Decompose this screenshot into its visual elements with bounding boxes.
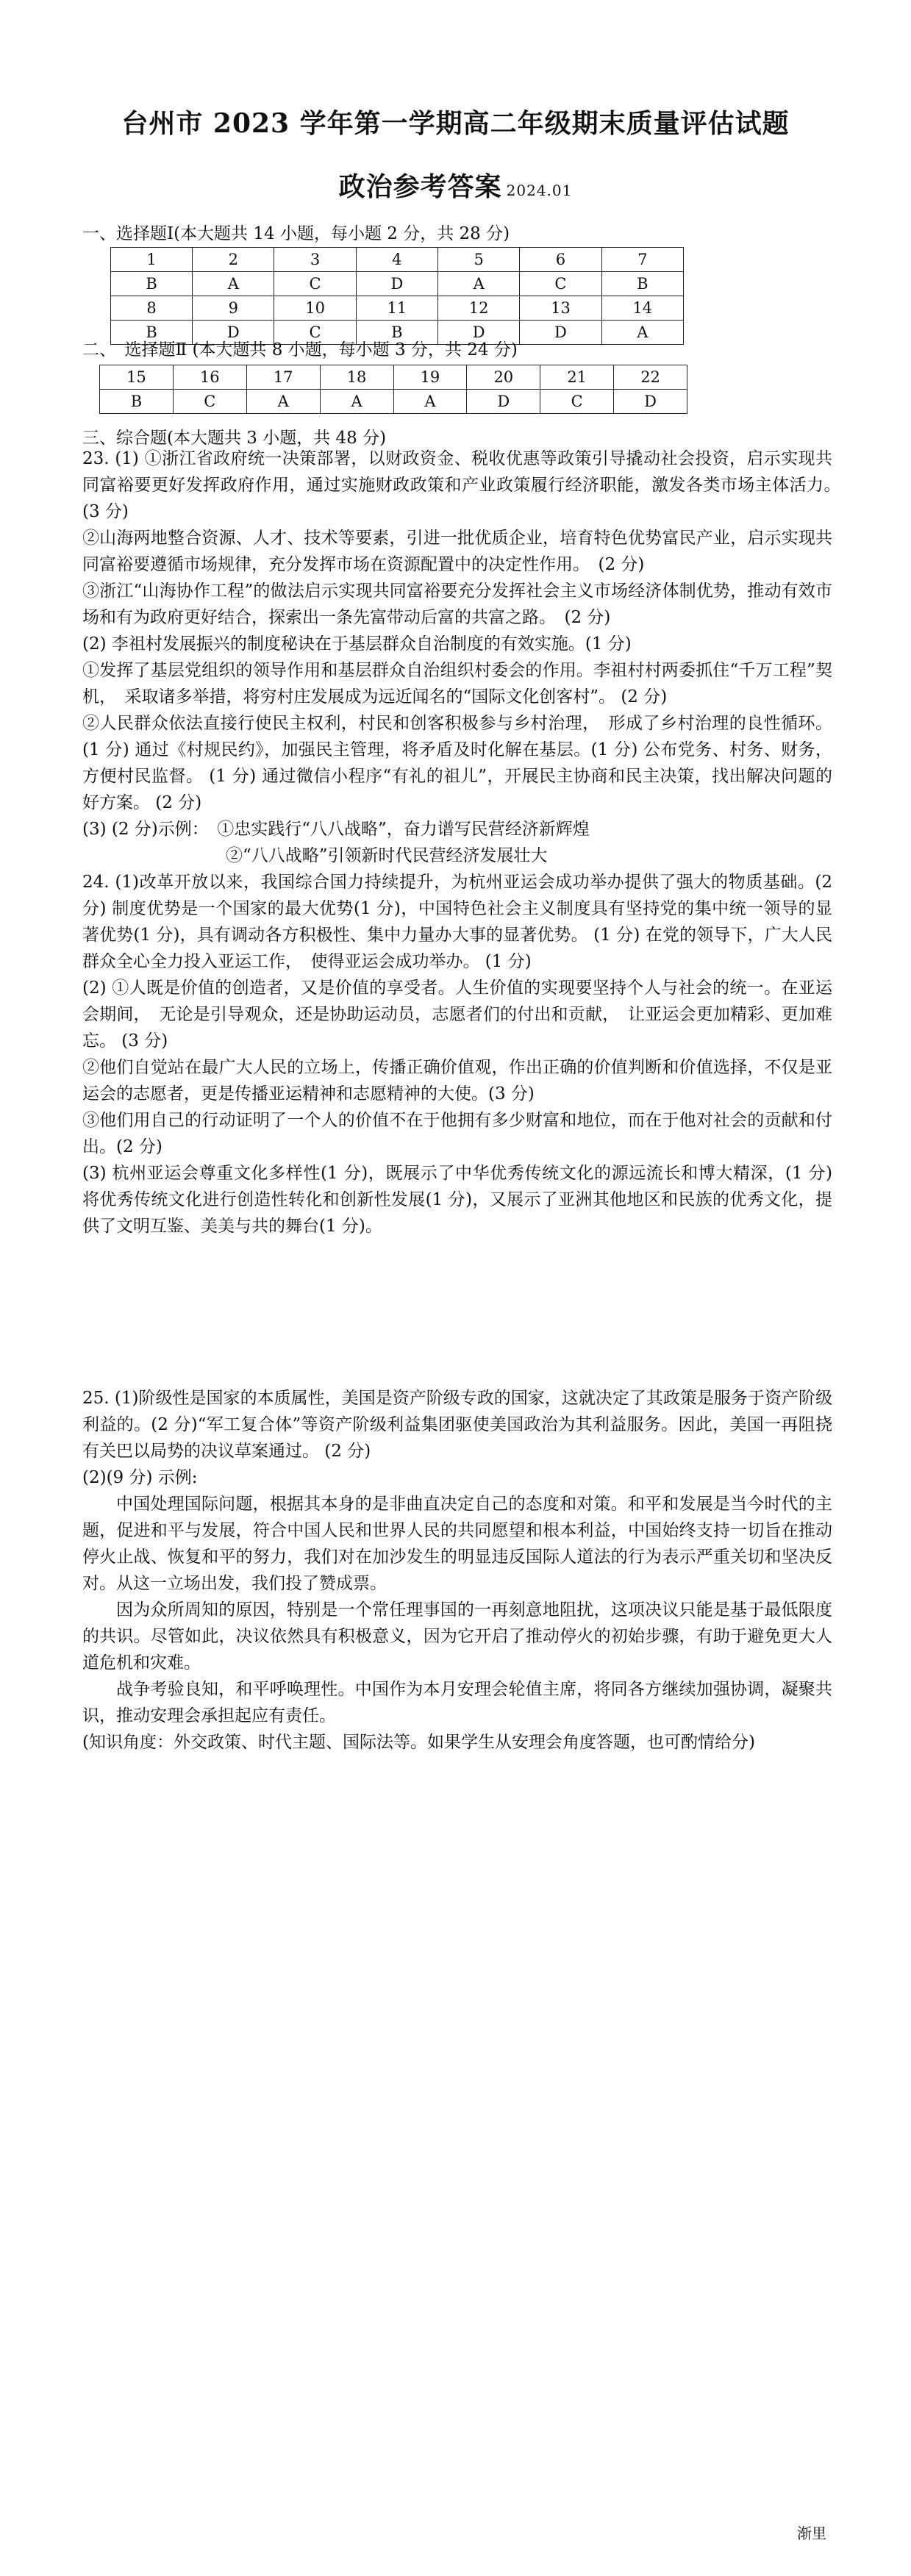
table-cell: 1 <box>111 248 193 272</box>
table-row <box>111 296 684 321</box>
q25-grading-note: (知识角度：外交政策、时代主题、国际法等。如果学生从安理会角度答题，也可酌情给分) <box>82 1733 755 1752</box>
table-cell: 10 <box>274 296 356 321</box>
table-cell: 12 <box>438 296 520 321</box>
footer-mark: 渐里 <box>797 2525 826 2542</box>
section2-answer-table <box>99 365 687 414</box>
table-cell: 5 <box>438 248 520 272</box>
table-cell: D <box>520 321 601 345</box>
q24-part3: (3) 杭州亚运会尊重文化多样性(1 分)，既展示了中华优秀传统文化的源远流长和博大精深，(1 分) 将优秀传统文化进行创造性转化和创新性发展(1 分)，又展示了亚洲其他地区和民族的优秀文化，提供了文明互鉴、美美与共的舞台(1 分)。 <box>82 1164 832 1236</box>
document-title: 台州市 2023 学年第一学期高二年级期末质量评估试题 <box>121 108 790 139</box>
q25-part2-paragraph1: 中国处理国际问题，根据其本身的是非曲直决定自己的态度和对策。和平和发展是当今时代的主题，促进和平与发展，符合中国人民和世界人民的共同愿望和根本利益，中国始终支持一切旨在推动停火止战、恢复和平的努力，我们对在加沙发生的明显违反国际人道法的行为表示严重关切和坚决反对。从这一立场出发，我们投了赞成票。 <box>82 1495 832 1593</box>
q25-part2-paragraph2: 因为众所周知的原因，特别是一个常任理事国的一再刻意地阻扰，这项决议只能是基于最低限度的共识。尽管如此，决议依然具有积极意义，因为它开启了推动停火的初始步骤，有助于避免更大人道危机和灾难。 <box>82 1600 832 1672</box>
table-cell: B <box>111 272 193 296</box>
table-cell: 6 <box>520 248 601 272</box>
table-cell: 16 <box>173 365 246 390</box>
q24-part1: 24. (1)改革开放以来，我国综合国力持续提升，为杭州亚运会成功举办提供了强大的物质基础。(2 分) 制度优势是一个国家的最大优势(1 分)，中国特色社会主义制度具有坚持党的集中统一领导的显著优势(1 分)，具有调动各方积极性、集中力量办大事的显著优势。 (1 分) 在党的领导下，广大人民群众全心全力投入亚运工作， 使得亚运会成功举办。 (1 分) <box>82 873 832 971</box>
q24-part2-point1: (2) ①人既是价值的创造者，又是价值的享受者。人生价值的实现要坚持个人与社会的统一。在亚运会期间， 无论是引导观众，还是协助运动员，志愿者们的付出和贡献， 让亚运会更加精彩、更加难忘。 (3 分) <box>82 978 832 1051</box>
table-row <box>111 248 684 272</box>
table-cell: 7 <box>601 248 683 272</box>
table-cell: A <box>393 390 467 414</box>
q23-part2-intro: (2) 李祖村发展振兴的制度秘诀在于基层群众自治制度的有效实施。(1 分) <box>82 634 632 654</box>
answers-q23-q24 <box>82 446 849 1239</box>
table-cell: A <box>320 390 393 414</box>
table-cell: C <box>520 272 601 296</box>
table-cell: 4 <box>356 248 437 272</box>
table-cell: A <box>438 272 520 296</box>
q24-part2-point2: ②他们自觉站在最广大人民的立场上，传播正确价值观，作出正确的价值判断和价值选择，不仅是亚运会的志愿者，更是传播亚运精神和志愿精神的大使。(3 分) <box>82 1058 832 1103</box>
q23-part1-point2: ②山海两地整合资源、人才、技术等要素，引进一批优质企业，培育特色优势富民产业，启示实现共同富裕要遵循市场规律，充分发挥市场在资源配置中的决定性作用。 (2 分) <box>82 529 832 574</box>
table-cell: A <box>193 272 274 296</box>
table-cell: C <box>540 390 614 414</box>
subtitle-text: 政治参考答案 <box>338 171 502 202</box>
table-cell: 15 <box>100 365 174 390</box>
section1-answer-table <box>110 247 684 345</box>
table-cell: B <box>111 321 193 345</box>
table-cell: C <box>274 272 356 296</box>
table-cell: 22 <box>614 365 687 390</box>
table-cell: 11 <box>356 296 437 321</box>
table-row <box>100 390 687 414</box>
table-cell: 8 <box>111 296 193 321</box>
table-cell: A <box>601 321 683 345</box>
table-cell: D <box>356 272 437 296</box>
table-row <box>100 365 687 390</box>
table-cell: 14 <box>601 296 683 321</box>
q23-part2-point1: ①发挥了基层党组织的领导作用和基层群众自治组织村委会的作用。李祖村村两委抓住“千万工程”契机， 采取诸多举措，将穷村庄发展成为远近闻名的“国际文化创客村”。 (2 分) <box>82 661 832 706</box>
q25-part1: 25. (1)阶级性是国家的本质属性，美国是资产阶级专政的国家，这就决定了其政策是服务于资产阶级利益的。(2 分)“军工复合体”等资产阶级利益集团驱使美国政治为其利益服务。因此，美国一再阻挠有关巴以局势的决议草案通过。 (2 分) <box>82 1389 832 1461</box>
table-cell: 21 <box>540 365 614 390</box>
q23-part1-point3: ③浙江“山海协作工程”的做法启示实现共同富裕要充分发挥社会主义市场经济体制优势，推动有效市场和有为政府更好结合，探索出一条先富带动后富的共富之路。 (2 分) <box>82 582 832 627</box>
table-cell: B <box>601 272 683 296</box>
table-cell: C <box>274 321 356 345</box>
document-date: 2024.01 <box>506 182 573 199</box>
q23-part1-point1: 23. (1) ①浙江省政府统一决策部署，以财政资金、税收优惠等政策引导撬动社会投资，启示实现共同富裕要更好发挥政府作用，通过实施财政政策和产业政策履行经济职能，激发各类市场主体活力。 (3 分) <box>82 449 849 521</box>
table-cell: 2 <box>193 248 274 272</box>
section2-heading: 二、 选择题Ⅱ (本大题共 8 小题，每小题 3 分，共 24 分) <box>82 340 518 359</box>
table-cell: B <box>100 390 174 414</box>
q23-part3-sample1: (3) (2 分)示例： ①忠实践行“八八战略”，奋力谱写民营经济新辉煌 <box>82 820 590 839</box>
table-cell: 9 <box>193 296 274 321</box>
q23-part2-point2: ②人民群众依法直接行使民主权利，村民和创客积极参与乡村治理， 形成了乡村治理的良性循环。(1 分) 通过《村规民约》，加强民主管理，将矛盾及时化解在基层。(1 分) 公布党务、村务、财务，方便村民监督。 (1 分) 通过微信小程序“有礼的祖儿”，开展民主协商和民主决策，找出解决问题的好方案。 (2 分) <box>82 714 832 812</box>
table-cell: A <box>246 390 320 414</box>
answers-q25 <box>82 1385 832 1756</box>
table-cell: B <box>356 321 437 345</box>
table-row <box>111 272 684 296</box>
q25-part2-heading: (2)(9 分) 示例: <box>82 1468 198 1487</box>
table-cell: D <box>438 321 520 345</box>
document-subtitle <box>0 173 911 204</box>
table-cell: 17 <box>246 365 320 390</box>
table-cell: 20 <box>467 365 540 390</box>
section1-heading: 一、选择题Ⅰ(本大题共 14 小题，每小题 2 分，共 28 分) <box>82 224 510 243</box>
table-cell: 13 <box>520 296 601 321</box>
table-cell: 3 <box>274 248 356 272</box>
q25-part2-paragraph3: 战争考验良知，和平呼唤理性。中国作为本月安理会轮值主席，将同各方继续加强协调，凝聚共识，推动安理会承担起应有责任。 <box>82 1680 832 1725</box>
table-cell: D <box>193 321 274 345</box>
table-cell: C <box>173 390 246 414</box>
table-cell: 18 <box>320 365 393 390</box>
table-cell: 19 <box>393 365 467 390</box>
q23-part3-sample2: ②“八八战略”引领新时代民营经济发展壮大 <box>226 846 548 865</box>
q24-part2-point3: ③他们用自己的行动证明了一个人的价值不在于他拥有多少财富和地位，而在于他对社会的贡献和付出。(2 分) <box>82 1111 832 1156</box>
table-cell: D <box>467 390 540 414</box>
section3-heading: 三、综合题(本大题共 3 小题，共 48 分) <box>82 429 387 448</box>
table-cell: D <box>614 390 687 414</box>
